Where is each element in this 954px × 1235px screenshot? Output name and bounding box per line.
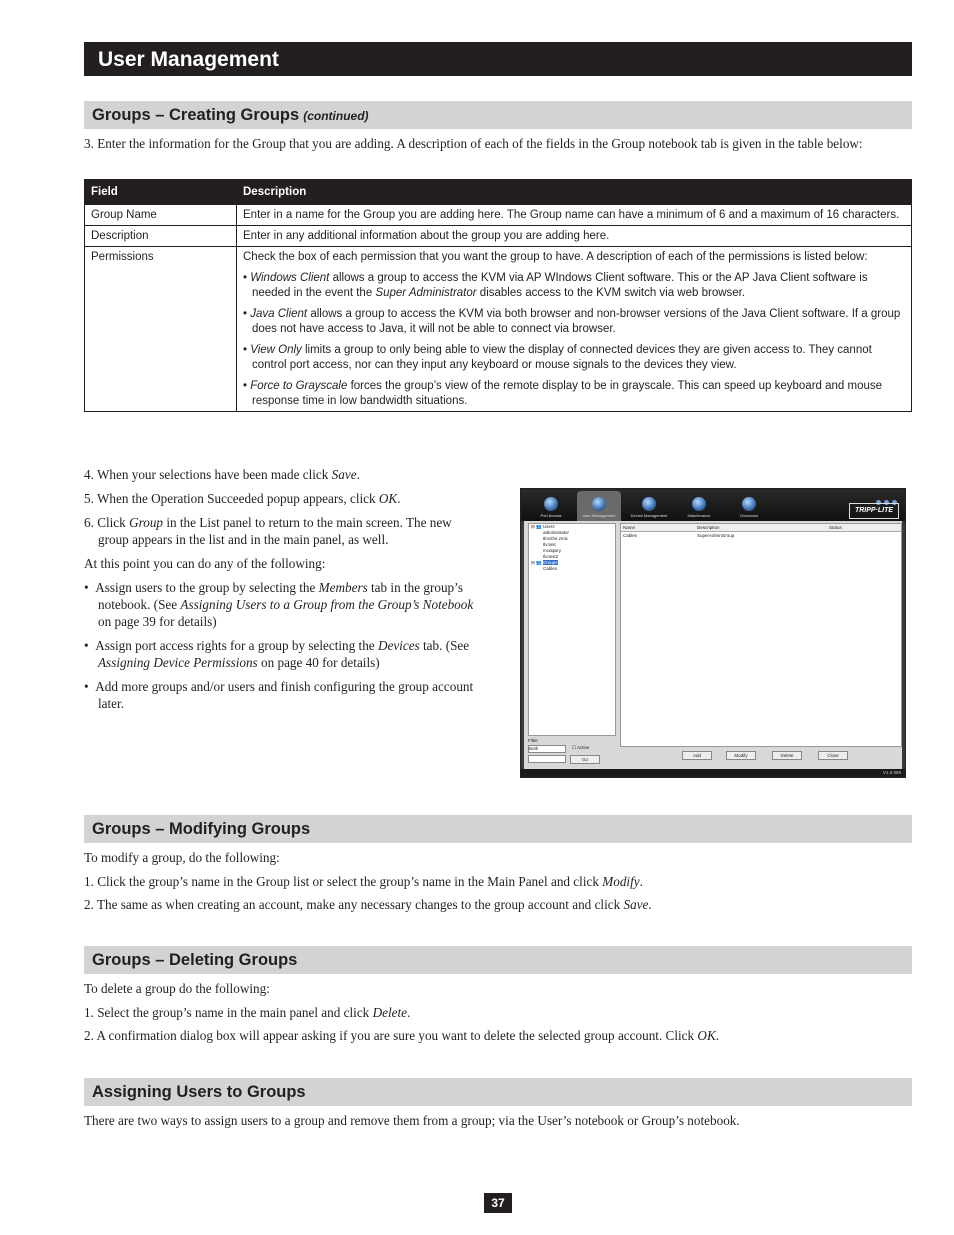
table-header-row (85, 180, 912, 205)
fields-table (84, 179, 912, 412)
user-management-screenshot (520, 488, 906, 778)
col-description: Description (697, 525, 720, 530)
permission-term: Force to Grayscale (250, 380, 348, 392)
tripp-lite-logo: TRIPP·LITE (849, 503, 899, 519)
permission-term: View Only (250, 344, 302, 356)
steps-left-column (84, 466, 484, 712)
tree-label: Groups (542, 560, 558, 565)
delete-intro: To delete a group do the following: (84, 981, 270, 996)
download-icon (742, 497, 756, 511)
permission-text-2: disables access to the KVM switch via web browser. (476, 287, 746, 299)
table-row (85, 247, 912, 412)
row-name: Cables (623, 533, 638, 538)
step-text: 2. A confirmation dialog box will appear asking if you are sure you want to delete the selected group account. Click (84, 1028, 698, 1043)
permission-bullet: • View Only limits a group to only being able to view the display of connected devices they are given access to. They cannot control port access, nor can they input any keyboard or mouse signals to the devices they view. (243, 344, 872, 371)
permission-text: allows a group to access the KVM via both browser and non-browser versions of the Java Client software. If a group does not have access to Java, it will not be able to connect via browser. (252, 308, 901, 335)
tab-device-management (627, 491, 671, 521)
page-number: 37 (484, 1193, 512, 1213)
maintenance-icon (692, 497, 706, 511)
tree-node-groups: ⊟ 👥 Groups (531, 560, 558, 565)
tab-user-management (577, 491, 621, 521)
user-group-tree (528, 523, 616, 736)
page-title: User Management (84, 42, 912, 76)
screenshot-toolbar (521, 489, 905, 521)
description-cell: Enter in any additional information about the group you are adding here. (237, 226, 912, 247)
step-text: 1. Select the group’s name in the main panel and click (84, 1005, 373, 1020)
continued-label: (continued) (303, 109, 369, 123)
section-heading-text: Groups – Creating Groups (92, 106, 300, 124)
step-text: 5. When the Operation Succeeded popup appears, click (84, 491, 379, 506)
step-text: 2. The same as when creating an account, make any necessary changes to the group account and click (84, 897, 624, 912)
tree-node: administrator (543, 530, 570, 535)
step-emphasis: OK (378, 491, 398, 506)
filter-label: Filter (528, 738, 538, 743)
bullet-text: tab. (See (419, 638, 470, 653)
active-checkbox: ☐ Active (572, 745, 590, 750)
step-3: 3. Enter the information for the Group that you are adding. A description of each of the fields in the Group notebook tab is given in the table below: (84, 136, 863, 151)
filter-value: Both (529, 746, 539, 751)
tree-node-users: ⊟ 👥 Users (531, 524, 555, 529)
description-cell: Enter in a name for the Group you are adding here. The Group name can have a minimum of 6 and a maximum of 16 characters. (237, 205, 912, 226)
table-row (85, 205, 912, 226)
step-text-end: . (648, 897, 652, 912)
permission-term-2: Super Administrator (375, 287, 477, 299)
description-cell (237, 247, 912, 412)
close-button: Close (818, 751, 848, 760)
tab-label: Maintenance (687, 513, 711, 518)
delete-step-1 (84, 1004, 912, 1021)
tree-node: tlv.test (543, 542, 556, 547)
filter-panel (528, 738, 614, 766)
add-button: Add (682, 751, 712, 760)
list-header (621, 524, 901, 532)
section-heading-assigning: Assigning Users to Groups (84, 1078, 912, 1106)
bullet-emphasis: Members (318, 580, 368, 595)
step-text-end: in the List panel to return to the main screen. The new group appears in the list and in the main panel, as well. (98, 515, 452, 547)
tab-label: Port Access (540, 513, 562, 518)
permission-bullet: • Java Client allows a group to access the KVM via both browser and non-browser versions of the Java Client software. If a group does not have access to Java, it will not be able to connect via browser. (243, 308, 901, 335)
step-emphasis: OK (697, 1028, 716, 1043)
tree-node: Cables (543, 566, 558, 571)
step-5 (84, 490, 484, 507)
section-heading-creating (84, 101, 912, 129)
step-6 (84, 514, 484, 548)
bullet-text: on page 40 for details) (257, 655, 380, 670)
permission-term: Java Client (250, 308, 308, 320)
device-management-icon (642, 497, 656, 511)
tree-node: mcdqwry (543, 548, 562, 553)
step-text-end: . (639, 874, 643, 889)
at-this-point: At this point you can do any of the following: (84, 556, 326, 571)
section-heading-modifying: Groups – Modifying Groups (84, 815, 912, 843)
bullet-reference: Assigning Device Permissions (98, 655, 258, 670)
step-emphasis: Modify (602, 874, 640, 889)
step-text-end: . (715, 1028, 720, 1043)
delete-button: Delete (772, 751, 802, 760)
tree-label: Users (542, 524, 555, 529)
permission-bullet: • Windows Client allows a group to access the KVM via AP WIndows Client software. This or the AP Java Client software is needed in the event the Super Administrator disables access to the KVM switch via web browser. (243, 272, 868, 299)
tab-label: User Management (582, 513, 616, 518)
filter-input (528, 755, 566, 763)
assigning-text: There are two ways to assign users to a group and remove them from a group; via the User’s notebook or Group’s notebook. (84, 1113, 740, 1128)
modify-button: Modify (726, 751, 756, 760)
permission-text: limits a group to only being able to view the display of connected devices they are given access to. They cannot control port access, nor can they input any keyboard or mouse signals to the devices they view. (252, 344, 872, 371)
permissions-intro: Check the box of each permission that you want the group to have. A description of each of the permissions is listed below: (243, 251, 868, 263)
step-text: 1. Click the group’s name in the Group list or select the group’s name in the Main Panel and click (84, 874, 603, 889)
table-row (85, 226, 912, 247)
version-label: V1.0.069 (521, 769, 905, 777)
active-label: Active (577, 745, 590, 750)
permission-text: forces the group’s view of the remote display to be in grayscale. This can speed up keyboard and mouse response time in low bandwidth situations. (252, 380, 883, 407)
port-access-icon (544, 497, 558, 511)
step-text: 6. Click (84, 515, 130, 530)
bullet-devices: • Assign port access rights for a group by selecting the Devices tab. (See Assigning Device Permissions on page 40 for details) (84, 638, 470, 670)
bullet-text: Assign users to the group by selecting the (95, 580, 319, 595)
tree-node: tlv.test2 (543, 554, 559, 559)
bullet-text: Assign port access rights for a group by selecting the (95, 638, 378, 653)
field-cell: Group Name (85, 205, 237, 226)
step-emphasis: Group (129, 515, 164, 530)
tab-download (727, 491, 771, 521)
row-description: SuperAdminGroup (697, 533, 735, 538)
modify-intro: To modify a group, do the following: (84, 850, 280, 865)
step-text-end: . (407, 1005, 411, 1020)
filter-select (528, 745, 566, 753)
step-emphasis: Save (623, 897, 649, 912)
tab-label: Download (740, 513, 758, 518)
go-button: Go (570, 755, 600, 764)
field-cell: Description (85, 226, 237, 247)
step-text-end: . (356, 467, 360, 482)
step-4 (84, 466, 484, 483)
bullet-text: tab in the group’s notebook. (See (98, 580, 463, 612)
modify-step-2 (84, 896, 912, 913)
step-emphasis: Save (331, 467, 357, 482)
user-management-icon (592, 497, 606, 511)
tab-label: Device Management (630, 513, 668, 518)
step-text-end: . (397, 491, 401, 506)
permission-term: Windows Client (250, 272, 330, 284)
step-emphasis: Delete (372, 1005, 407, 1020)
col-status: Status (829, 525, 842, 530)
tree-node: tlmcthe.zmic (543, 536, 569, 541)
step-text: 4. When your selections have been made click (84, 467, 332, 482)
tab-maintenance (677, 491, 721, 521)
field-cell: Permissions (85, 247, 237, 412)
modify-step-1 (84, 873, 912, 890)
bullet-members: • Assign users to the group by selecting the Members tab in the group’s notebook. (See Assigning Users to a Group from the Group’s Notebook on page 39 for details) (84, 580, 474, 629)
bullet-reference: Assigning Users to a Group from the Group’s Notebook (180, 597, 474, 612)
col-name: Name (623, 525, 636, 530)
main-panel-list (620, 523, 902, 747)
delete-step-2 (84, 1027, 912, 1044)
bullet-text: Add more groups and/or users and finish configuring the group account later. (95, 679, 474, 711)
tab-port-access (529, 491, 573, 521)
list-row (621, 532, 901, 539)
bullet-emphasis: Devices (377, 638, 420, 653)
col-header-description: Description (237, 180, 912, 205)
permission-text: allows a group to access the KVM via AP WIndows Client software. This or the AP Java Client software is needed in the event the (252, 272, 868, 299)
col-header-field: Field (85, 180, 237, 205)
section-heading-deleting: Groups – Deleting Groups (84, 946, 912, 974)
permission-bullet: • Force to Grayscale forces the group’s view of the remote display to be in grayscale. This can speed up keyboard and mouse response time in low bandwidth situations. (243, 380, 883, 407)
screenshot-body (524, 521, 902, 769)
bullet-more: • Add more groups and/or users and finish configuring the group account later. (84, 679, 474, 711)
bullet-text: on page 39 for details) (98, 614, 217, 629)
